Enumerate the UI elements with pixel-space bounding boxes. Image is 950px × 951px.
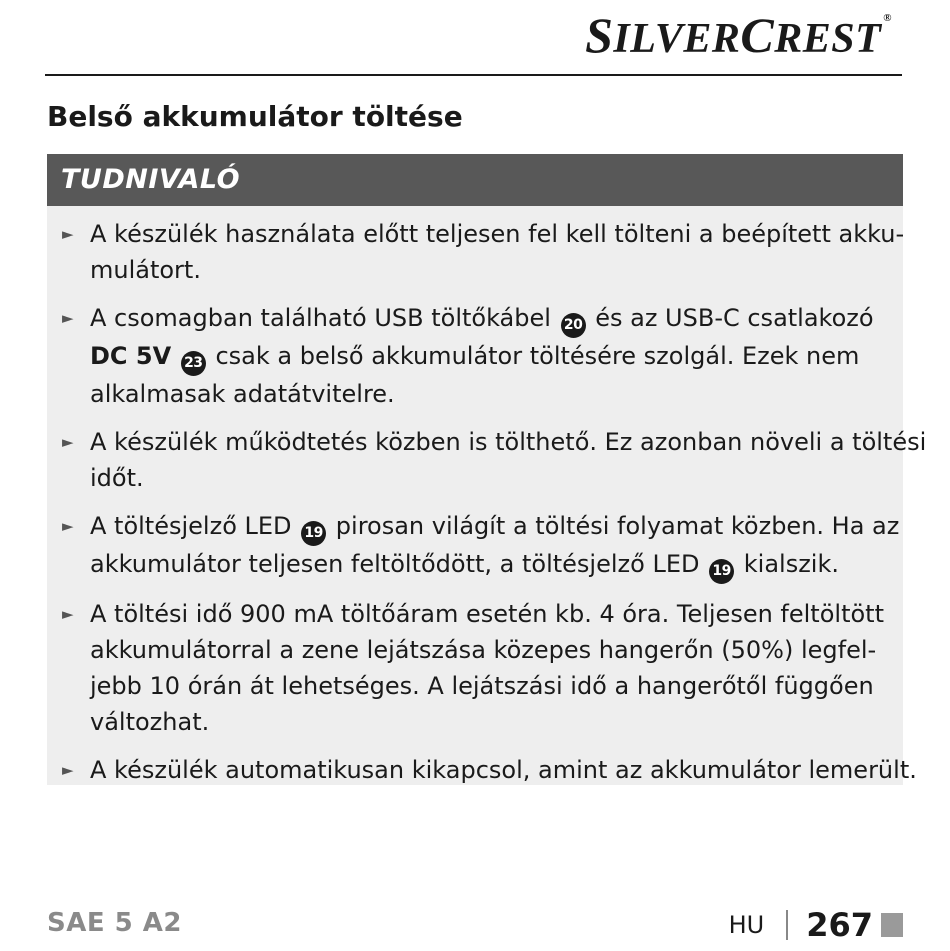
bullet-arrow-icon: ►	[62, 309, 74, 327]
footer-divider	[786, 910, 788, 940]
list-item: ► A töltési idő 900 mA töltőáram esetén kb. 4 óra. Teljesen feltöltött akkumulátorral a zene lejátszása közepes hangerőn (50%) legfel- jebb 10 órán át lehetséges. A lejátszási idő a hangerőtől függően változhat.	[47, 596, 903, 740]
language-code: HU	[728, 911, 765, 939]
section-title: Belső akkumulátor töltése	[47, 100, 463, 133]
bullet-arrow-icon: ►	[62, 605, 74, 623]
header-divider	[45, 74, 902, 76]
reference-number-badge: 20	[561, 313, 586, 338]
reference-number-badge: 23	[181, 351, 206, 376]
reference-number-badge: 19	[709, 559, 734, 584]
list-item: ► A készülék működtetés közben is tölthető. Ez azonban növeli a töltési időt.	[47, 424, 903, 496]
bullet-arrow-icon: ►	[62, 517, 74, 535]
list-item: ► A készülék automatikusan kikapcsol, amint az akkumulátor lemerült.	[47, 752, 903, 788]
page-number: 267	[806, 906, 873, 944]
model-number: SAE 5 A2	[47, 908, 183, 938]
list-item: ► A készülék használata előtt teljesen fel kell tölteni a beépített akku- mulátort.	[47, 216, 903, 288]
bullet-arrow-icon: ►	[62, 761, 74, 779]
brand-logo: SILVERCREST ®	[585, 7, 892, 63]
notice-box	[47, 154, 927, 785]
notice-label: TUDNIVALÓ	[47, 154, 903, 206]
page-marker	[881, 913, 903, 937]
bullet-arrow-icon: ►	[62, 225, 74, 243]
list-item: ► A csomagban található USB töltőkábel 20 és az USB-C csatlakozó DC 5V 23 csak a belső akkumulátor töltésére szolgál. Ezek nem alkalmasak adatátvitelre.	[47, 300, 903, 412]
page-footer	[729, 905, 903, 945]
reference-number-badge: 19	[301, 521, 326, 546]
connector-label: DC 5V	[90, 342, 172, 370]
list-item: ► A töltésjelző LED 19 pirosan világít a töltési folyamat közben. Ha az akkumulátor teljesen feltöltődött, a töltésjelző LED 19 kialszik.	[47, 508, 903, 584]
bullet-arrow-icon: ►	[62, 433, 74, 451]
notice-list	[47, 206, 927, 788]
